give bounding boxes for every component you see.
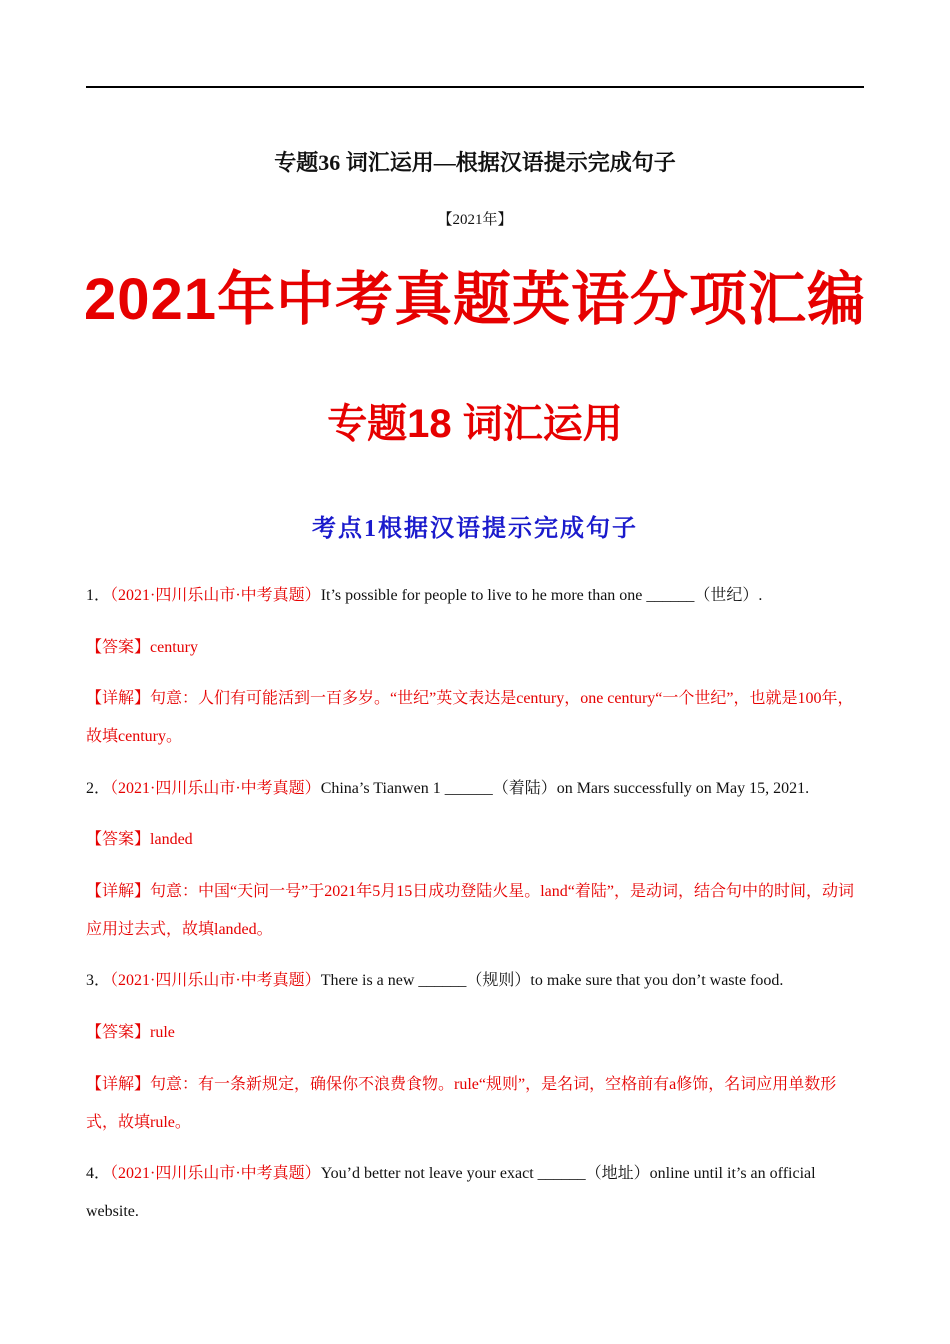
question-source: （2021·四川乐山市·中考真题） — [110, 587, 321, 604]
detail-label: 【详解】 — [86, 690, 151, 707]
question-source: （2021·四川乐山市·中考真题） — [110, 780, 321, 797]
detail-text: 句意：人们有可能活到一百多岁。“世纪”英文表达是century，one century“一个世纪”，也就是100年，故填century。 — [86, 690, 854, 745]
question-source: （2021·四川乐山市·中考真题） — [110, 972, 321, 989]
question-text: There is a new ______（规则）to make sure that you don’t waste food. — [320, 972, 784, 989]
question-2 — [86, 770, 864, 808]
answer-label: 【答案】 — [86, 831, 151, 848]
detail-3 — [86, 1066, 864, 1142]
detail-text: 句意：有一条新规定，确保你不浪费食物。rule“规则”，是名词，空格前有a修饰，名词应用单数形式，故填rule。 — [86, 1076, 837, 1131]
question-source: （2021·四川乐山市·中考真题） — [110, 1165, 321, 1182]
section-title: 考点1根据汉语提示完成句子 — [312, 516, 638, 542]
header-rule — [86, 86, 864, 88]
question-1 — [86, 577, 864, 615]
question-number: 2． — [86, 780, 111, 797]
question-3 — [86, 962, 864, 1000]
answer-1 — [86, 629, 864, 667]
question-text: It’s possible for people to live to he more than one ______（世纪）. — [320, 587, 763, 604]
answer-3 — [86, 1014, 864, 1052]
topic-title: 专题18 词汇运用 — [327, 402, 623, 446]
detail-label: 【详解】 — [86, 883, 151, 900]
year-tag: 【2021年】 — [437, 212, 513, 228]
detail-1 — [86, 680, 864, 756]
question-text: China’s Tianwen 1 ______（着陆）on Mars successfully on May 15, 2021. — [320, 780, 810, 797]
answer-2 — [86, 821, 864, 859]
doc-title: 专题36 词汇运用—根据汉语提示完成句子 — [274, 150, 676, 175]
detail-text: 句意：中国“天问一号”于2021年5月15日成功登陆火星。land“着陆”，是动词，结合句中的时间，动词应用过去式，故填landed。 — [86, 883, 854, 938]
question-4 — [86, 1155, 864, 1231]
detail-2 — [86, 873, 864, 949]
big-title: 2021年中考真题英语分项汇编 — [83, 267, 867, 332]
answer-text: rule — [150, 1024, 175, 1041]
detail-label: 【详解】 — [86, 1076, 151, 1093]
question-number: 4． — [86, 1165, 111, 1182]
question-number: 1． — [86, 587, 111, 604]
answer-label: 【答案】 — [86, 1024, 151, 1041]
question-text: You’d better not leave your exact ______（地址）online until it’s an official website. — [86, 1165, 816, 1220]
answer-text: landed — [150, 831, 193, 848]
question-number: 3． — [86, 972, 111, 989]
answer-label: 【答案】 — [86, 639, 151, 656]
answer-text: century — [150, 639, 198, 656]
